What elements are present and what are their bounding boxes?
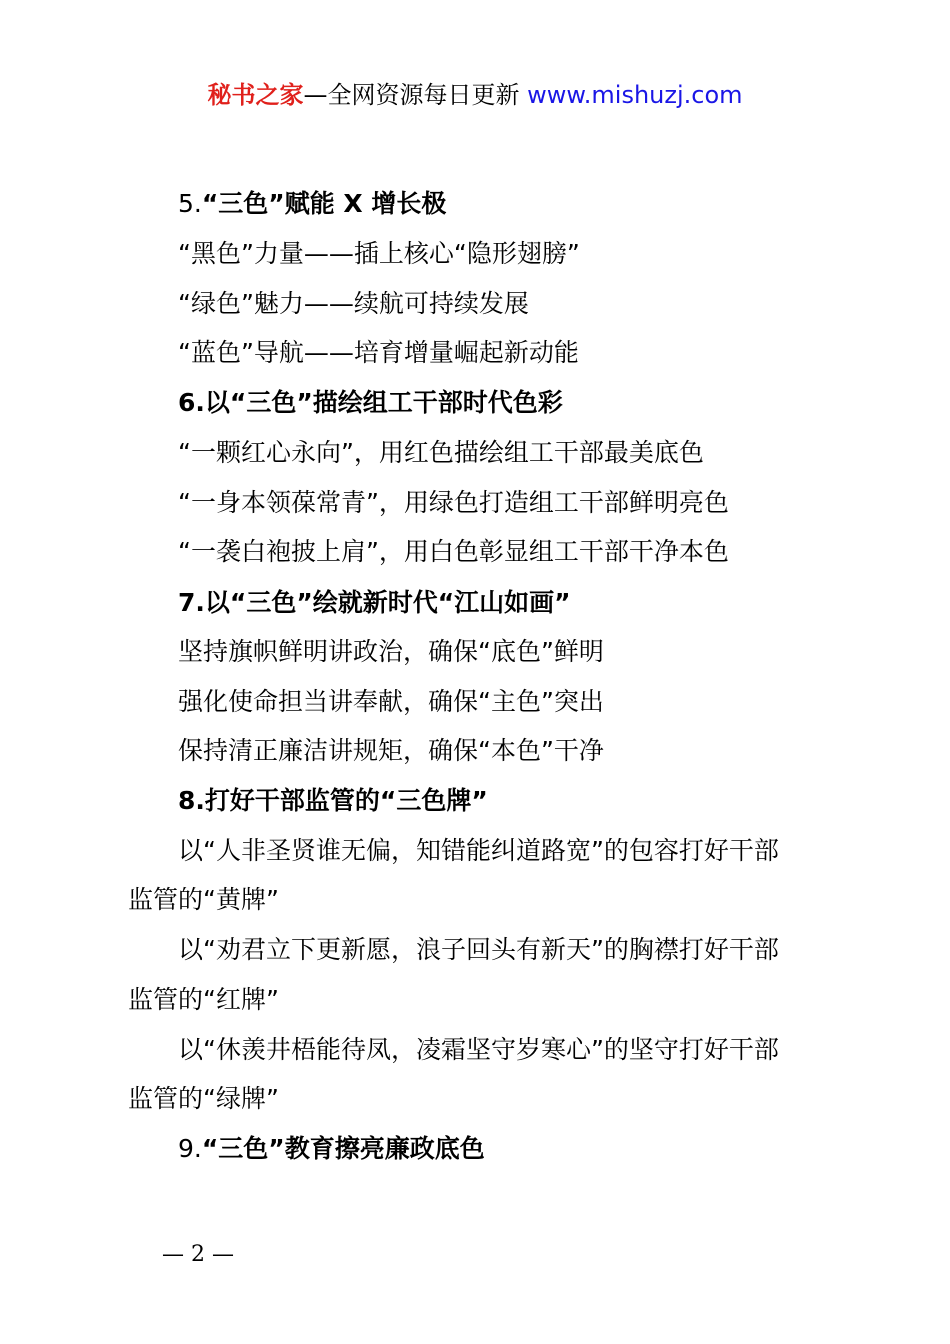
list-item: “一身本领葆常青”，用绿色打造组工干部鲜明亮色 [178,488,729,517]
list-item: “蓝色”导航——培育增量崛起新动能 [178,338,579,367]
section-heading-9 [128,1132,898,1166]
list-item: “一颗红心永向”，用红色描绘组工干部最美底色 [178,438,704,467]
list-item: “黑色”力量——插上核心“隐形翅膀” [178,239,580,268]
paragraph-line: 以“人非圣贤谁无偏，知错能纠道路宽”的包容打好干部 [178,836,779,865]
list-item: 保持清正廉洁讲规矩，确保“本色”干净 [178,736,604,765]
list-item: 强化使命担当讲奉献，确保“主色”突出 [178,687,604,716]
list-item: “一袭白袍披上肩”，用白色彰显组工干部干净本色 [178,537,729,566]
list-item: “绿色”魅力——续航可持续发展 [178,289,529,318]
brand-name: 秘书之家 [207,81,304,109]
paragraph-line: 以“休羡井梧能待凤，凌霜坚守岁寒心”的坚守打好干部 [178,1035,779,1064]
paragraph-line: 监管的“红牌” [128,985,279,1014]
section-heading-5 [128,187,898,221]
site-url: www.mishuzj.com [527,81,743,109]
page-number: — 2 — [162,1242,234,1267]
paragraph-line: 以“劝君立下更新愿，浪子回头有新天”的胸襟打好干部 [178,935,779,964]
paragraph-line: 监管的“绿牌” [128,1084,279,1113]
section-number: 9. [178,1134,202,1163]
tagline: —全网资源每日更新 [303,81,528,109]
section-title: “三色”教育擦亮廉政底色 [201,1134,485,1163]
section-heading-7: 7.以“三色”绘就新时代“江山如画” [178,588,571,617]
paragraph-line: 监管的“黄牌” [128,885,279,914]
list-item: 坚持旗帜鲜明讲政治，确保“底色”鲜明 [178,637,604,666]
site-header [0,78,950,112]
section-number: 5. [178,189,202,218]
section-heading-8: 8.打好干部监管的“三色牌” [178,786,488,815]
section-heading-6: 6.以“三色”描绘组工干部时代色彩 [178,388,563,417]
section-title: “三色”赋能 X 增长极 [201,189,447,218]
